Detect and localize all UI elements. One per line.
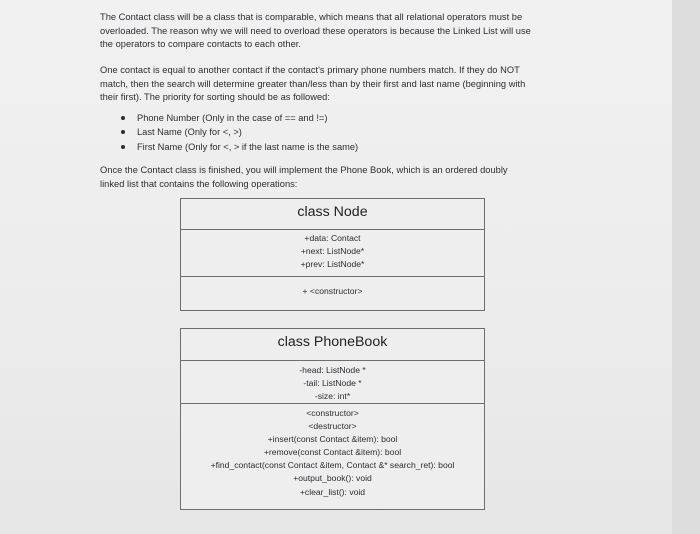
phonebook-class-diagram	[180, 328, 485, 510]
attribute: +prev: ListNode*	[300, 259, 365, 270]
attribute: -tail: ListNode *	[303, 378, 362, 389]
uml-operations-section	[181, 276, 484, 306]
priority-list	[118, 112, 358, 155]
uml-attributes-section	[181, 360, 484, 403]
uml-attributes-section	[181, 229, 484, 276]
text-line: match, then the search will determine greater than/less than by their first and last name (beginning with	[100, 78, 526, 89]
text-line: The Contact class will be a class that is comparable, which means that all relational operators must be	[100, 12, 523, 22]
equality-paragraph	[100, 64, 570, 105]
operation: +insert(const Contact &item): bool	[267, 434, 398, 445]
operation: +find_contact(const Contact &item, Contact &* search_ret): bool	[210, 460, 455, 471]
operation: +output_book(): void	[293, 473, 372, 484]
attribute: -size: int*	[314, 391, 351, 402]
list-item: Phone Number (Only in the case of == and !=)	[118, 112, 358, 126]
node-class-diagram	[180, 198, 485, 311]
phonebook-class-title: class PhoneBook	[277, 334, 388, 350]
text-line: One contact is equal to another contact if the contact's primary phone numbers match. If they do NOT	[100, 65, 520, 75]
uml-title-section	[181, 329, 484, 360]
list-item: First Name (Only for <, > if the last name is the same)	[118, 141, 358, 155]
bullet-icon	[121, 130, 125, 134]
attribute: -head: ListNode *	[299, 365, 366, 375]
text-line: linked list that contains the following operations:	[100, 178, 298, 189]
bullet-icon	[121, 145, 125, 149]
phonebook-paragraph	[100, 164, 570, 191]
operation: +remove(const Contact &item): bool	[263, 447, 402, 458]
uml-title-section	[181, 199, 484, 229]
intro-paragraph	[100, 11, 570, 52]
bullet-icon	[121, 116, 125, 120]
uml-operations-section	[181, 403, 484, 507]
text-line: overloaded. The reason why we will need to overload these operators is because the Linked List will use	[100, 25, 531, 36]
attribute: +next: ListNode*	[300, 246, 365, 257]
attribute: +data: Contact	[304, 233, 361, 243]
text-line: Once the Contact class is finished, you will implement the Phone Book, which is an ordered doubly	[100, 165, 508, 175]
operation: + <constructor>	[302, 286, 363, 296]
background-edge	[672, 0, 700, 534]
operation: <destructor>	[308, 421, 357, 432]
list-item: Last Name (Only for <, >)	[118, 126, 358, 140]
node-class-title: class Node	[297, 204, 368, 220]
text-line: their first). The priority for sorting should be as followed:	[100, 92, 330, 103]
operation: +clear_list(): void	[299, 486, 366, 497]
operation: <constructor>	[306, 408, 359, 418]
text-line: the operators to compare contacts to each other.	[100, 39, 301, 50]
